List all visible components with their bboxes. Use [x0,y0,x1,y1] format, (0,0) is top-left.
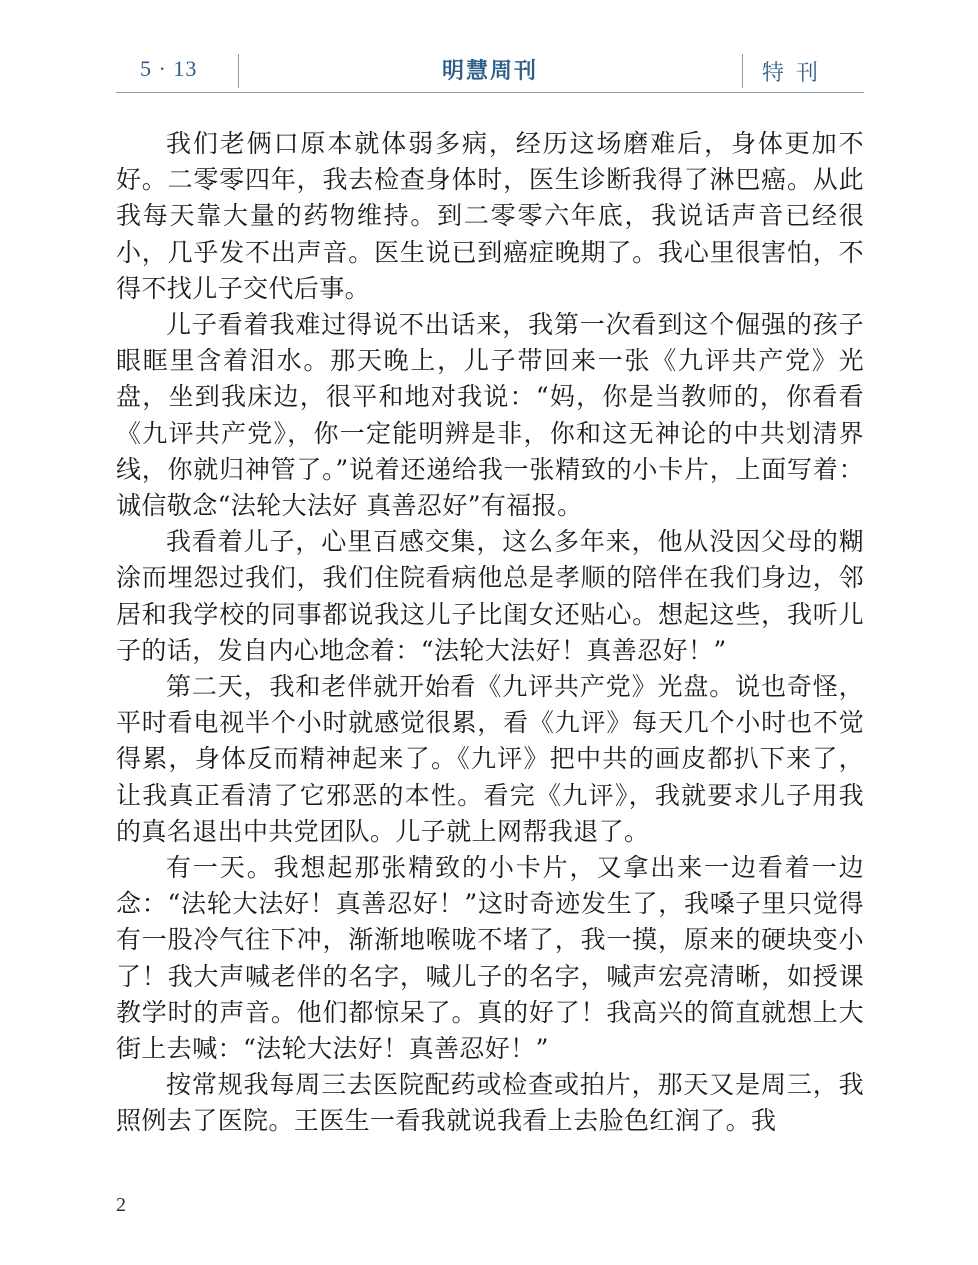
paragraph: 我看着儿子，心里百感交集，这么多年来，他从没因父母的糊涂而埋怨过我们，我们住院看病他总是孝顺的陪伴在我们身边，邻居和我学校的同事都说我这儿子比闺女还贴心。想起这些，我听儿子的话，发自内心地念着：“法轮大法好！真善忍好！” [116,527,864,665]
paragraph: 有一天。我想起那张精致的小卡片，又拿出来一边看着一边念：“法轮大法好！真善忍好！”这时奇迹发生了，我嗓子里只觉得有一股冷气往下冲，渐渐地喉咙不堵了，我一摸，原来的硬块变小了！我大声喊老伴的名字，喊儿子的名字，喊声宏亮清晰，如授课教学时的声音。他们都惊呆了。真的好了！我高兴的简直就想上大街上去喊：“法轮大法好！真善忍好！” [116,853,864,1064]
paragraph: 我们老俩口原本就体弱多病，经历这场磨难后，身体更加不好。二零零四年，我去检查身体时，医生诊断我得了淋巴癌。从此我每天靠大量的药物维持。到二零零六年底，我说话声音已经很小，几乎发不出声音。医生说已到癌症晚期了。我心里很害怕，不得不找儿子交代后事。 [116,129,864,303]
publication-title: 明慧周刊 [441,59,538,84]
issue-date: 5 · 13 [140,56,198,81]
paragraph: 儿子看着我难过得说不出话来，我第一次看到这个倔强的孩子眼眶里含着泪水。那天晚上，儿子带回来一张《九评共产党》光盘，坐到我床边，很平和地对我说：“妈，你是当教师的，你看看《九评共产党》，你一定能明辨是非，你和这无神论的中共划清界线，你就归神管了。”说着还递给我一张精致的小卡片，上面写着：诚信敬念“法轮大法好 真善忍好”有福报。 [116,310,864,521]
section-label: 特刊 [762,61,831,86]
page-header [116,50,864,93]
article-body [116,126,864,1140]
header-divider-right [742,54,743,88]
paragraph: 第二天，我和老伴就开始看《九评共产党》光盘。说也奇怪，平时看电视半个小时就感觉很累，看《九评》每天几个小时也不觉得累，身体反而精神起来了。《九评》把中共的画皮都扒下来了，让我真正看清了它邪恶的本性。看完《九评》，我就要求儿子用我的真名退出中共党团队。儿子就上网帮我退了。 [116,672,864,846]
page-number: 2 [116,1194,126,1216]
paragraph: 按常规我每周三去医院配药或检查或拍片，那天又是周三，我照例去了医院。王医生一看我就说我看上去脸色红润了。我 [116,1070,864,1136]
